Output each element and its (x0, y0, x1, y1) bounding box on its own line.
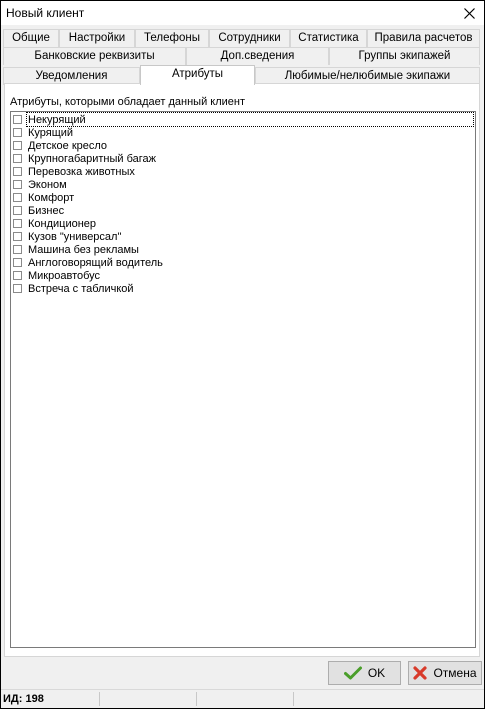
attribute-checkbox[interactable] (13, 154, 22, 163)
ok-button-label: OK (367, 666, 386, 680)
attribute-item[interactable] (13, 256, 164, 269)
attributes-list[interactable] (10, 111, 476, 648)
attribute-item[interactable] (13, 152, 157, 165)
tab-favorite-crews[interactable]: Любимые/нелюбимые экипажи (255, 67, 480, 85)
tab-strip (1, 25, 484, 85)
window-title: Новый клиент (6, 6, 85, 20)
attribute-item[interactable] (13, 204, 65, 217)
attribute-label: Крупногабаритный багаж (28, 152, 156, 165)
attribute-label: Микроавтобус (28, 269, 101, 282)
attribute-checkbox[interactable] (13, 141, 22, 150)
cancel-button-label: Отмена (433, 666, 477, 680)
client-id-status: ИД: 198 (3, 693, 44, 705)
attribute-label: Кондиционер (28, 217, 97, 230)
attribute-checkbox[interactable] (13, 258, 22, 267)
attribute-checkbox[interactable] (13, 167, 22, 176)
attribute-item[interactable] (13, 126, 74, 139)
attribute-label-wrap (27, 113, 473, 126)
attribute-label-wrap (27, 165, 136, 178)
tab-additional-info[interactable]: Доп.сведения (186, 47, 329, 65)
attributes-label: Атрибуты, которыми обладает данный клиент (10, 96, 246, 108)
attribute-checkbox[interactable] (13, 128, 22, 137)
tab-attributes[interactable]: Атрибуты (140, 65, 255, 85)
tab-calculation-rules[interactable]: Правила расчетов (367, 29, 480, 47)
tab-bank-details[interactable]: Банковские реквизиты (3, 47, 186, 65)
attribute-item[interactable] (13, 269, 101, 282)
attribute-label: Бизнес (28, 204, 65, 217)
tab-statistics[interactable]: Статистика (290, 29, 367, 47)
cancel-x-icon (413, 666, 427, 680)
cancel-button[interactable] (408, 661, 482, 685)
attributes-panel (4, 83, 480, 657)
attribute-checkbox[interactable] (13, 245, 22, 254)
attribute-item[interactable] (13, 178, 68, 191)
status-bar (1, 689, 484, 708)
attribute-label-wrap (27, 269, 101, 282)
attribute-label-wrap (27, 230, 122, 243)
attribute-label-wrap (27, 152, 157, 165)
status-separator (196, 692, 197, 706)
attribute-label-wrap (27, 139, 108, 152)
attribute-label: Машина без рекламы (28, 243, 139, 256)
tab-crew-groups[interactable]: Группы экипажей (329, 47, 480, 65)
tab-phones[interactable]: Телефоны (135, 29, 209, 47)
attribute-label-wrap (27, 191, 75, 204)
attribute-label: Комфорт (28, 191, 75, 204)
tab-notifications[interactable]: Уведомления (3, 67, 140, 85)
tab-employees[interactable]: Сотрудники (209, 29, 290, 47)
attribute-checkbox[interactable] (13, 180, 22, 189)
attribute-label: Курящий (28, 126, 74, 139)
attribute-label-wrap (27, 256, 164, 269)
dialog-window (1, 1, 484, 708)
attribute-label-wrap (27, 126, 74, 139)
attribute-label-wrap (27, 217, 97, 230)
attribute-checkbox[interactable] (13, 284, 22, 293)
attribute-item[interactable] (13, 217, 97, 230)
attribute-checkbox[interactable] (13, 232, 22, 241)
attribute-checkbox[interactable] (13, 193, 22, 202)
ok-button[interactable] (328, 661, 401, 685)
attribute-label-wrap (27, 204, 65, 217)
attribute-item[interactable] (13, 282, 135, 295)
attribute-item[interactable] (13, 191, 75, 204)
attribute-label: Англоговорящий водитель (28, 256, 163, 269)
tab-general[interactable]: Общие (3, 29, 59, 47)
attribute-item[interactable] (13, 113, 473, 126)
attribute-checkbox[interactable] (13, 206, 22, 215)
attribute-label: Перевозка животных (28, 165, 135, 178)
attribute-item[interactable] (13, 230, 122, 243)
attribute-label: Некурящий (28, 113, 86, 126)
attribute-label: Эконом (28, 178, 67, 191)
status-separator (99, 692, 100, 706)
attribute-checkbox[interactable] (13, 271, 22, 280)
attribute-checkbox[interactable] (13, 219, 22, 228)
attribute-label-wrap (27, 243, 140, 256)
attribute-label-wrap (27, 178, 68, 191)
attribute-item[interactable] (13, 139, 108, 152)
attribute-label: Встреча с табличкой (28, 282, 134, 295)
tab-settings[interactable]: Настройки (59, 29, 135, 47)
checkmark-icon (344, 666, 362, 680)
attribute-item[interactable] (13, 165, 136, 178)
close-icon (464, 8, 475, 19)
attribute-checkbox[interactable] (13, 115, 22, 124)
close-button[interactable] (454, 1, 484, 25)
title-bar (1, 1, 484, 25)
attribute-label: Детское кресло (28, 139, 108, 152)
attribute-label: Кузов "универсал" (28, 230, 122, 243)
attribute-label-wrap (27, 282, 135, 295)
status-separator (293, 692, 294, 706)
attribute-item[interactable] (13, 243, 140, 256)
